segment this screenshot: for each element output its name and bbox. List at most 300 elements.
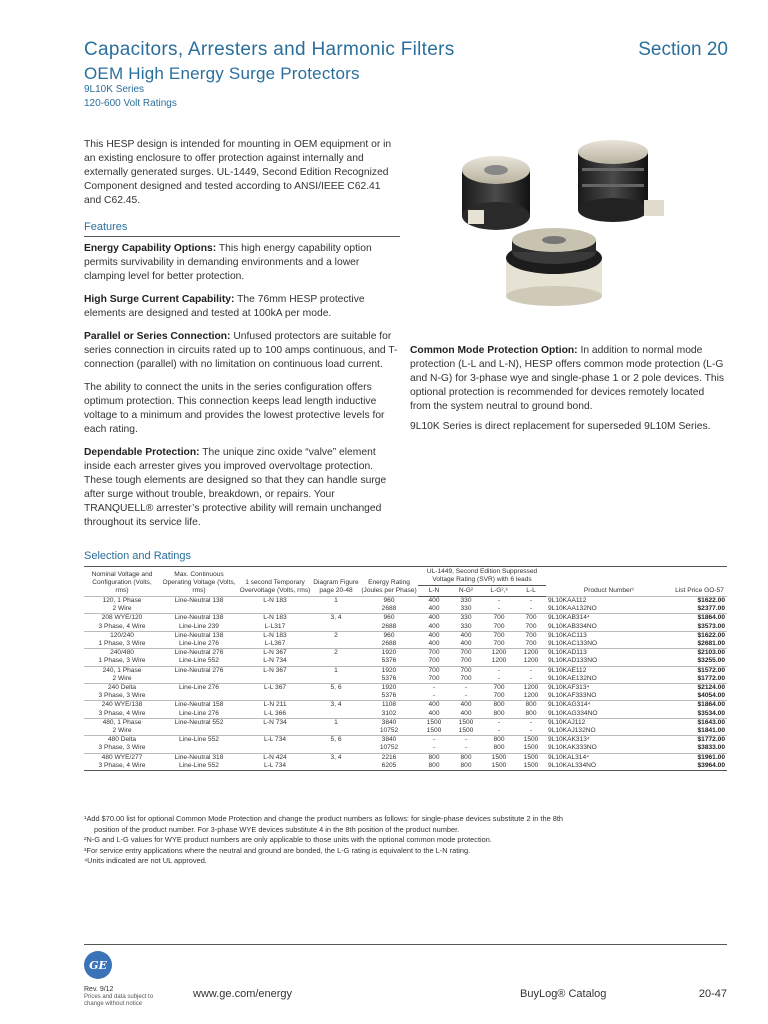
ng-cell: - <box>464 692 468 700</box>
price-cell: $1572.00 <box>672 666 727 675</box>
tov-cell: L-L 734 <box>238 762 312 771</box>
ll-cell: - <box>529 674 533 682</box>
price-cell: $3573.00 <box>697 622 725 630</box>
feature-text: This high energy capability option permits survivability in demanding environments and a lower clamping level for better protection. <box>84 243 372 282</box>
nominal-cell: 2 Wire <box>112 605 132 613</box>
price-cell: $1961.00 <box>672 753 727 762</box>
energy-cell: 6205 <box>360 762 418 771</box>
feature-item <box>84 293 400 321</box>
feature-item <box>84 381 400 437</box>
common-mode-text: In addition to normal mode protection (L-L and L-N), HESP offers common mode protection (L-G and N-G) for 3-phase wye and single-phase 1 or 2 pole devices. This optional protection is recommended for devices remotely located from the system neutral to ground bond. <box>410 345 725 412</box>
mcov-cell: Line-Neutral 318 <box>160 753 238 762</box>
footnote: ¹Add $70.00 list for optional Common Mode Protection and change the product numbers as follows: for single-phase devices substitute 2 in the 8th <box>84 814 564 823</box>
table-row <box>84 675 727 684</box>
tov-cell <box>238 605 312 614</box>
features-list <box>84 242 400 530</box>
lg-cell: - <box>482 718 516 727</box>
mcov-cell: Line-Neutral 138 <box>160 614 238 623</box>
diagram-cell: 2 <box>312 649 360 658</box>
ll-cell: - <box>529 605 533 613</box>
ll-cell: 700 <box>516 631 546 640</box>
table-row <box>84 744 727 753</box>
feature-item <box>84 330 400 372</box>
ln-cell: - <box>432 692 436 700</box>
nominal-cell: 208 WYE/120 <box>84 614 160 623</box>
product-number-cell: 9L10KAL314⁴ <box>546 753 672 762</box>
page-number: 20-47 <box>698 988 727 1000</box>
footnote: ⁴Units indicated are not UL approved. <box>84 856 207 865</box>
lg-cell: 700 <box>493 622 505 630</box>
energy-cell: 2688 <box>381 622 397 630</box>
ng-cell: 330 <box>450 597 482 606</box>
energy-cell: 1920 <box>360 666 418 675</box>
mcov-cell: Line-Neutral 138 <box>160 631 238 640</box>
catalog-label: BuyLog® Catalog <box>520 988 607 1000</box>
selection-table <box>84 566 727 771</box>
product-number-cell: 9L10KAC133NO <box>548 640 598 648</box>
tov-cell: L-N 734 <box>263 657 287 665</box>
col-ln: L-N <box>418 586 450 597</box>
product-number-cell: 9L10KAB314⁴ <box>546 614 672 623</box>
ng-cell: 700 <box>450 649 482 658</box>
price-cell: $1772.00 <box>697 674 725 682</box>
footnote: ²N-G and L-G values for WYE product numbers are only applicable to those units with the optional common mode protection. <box>84 835 492 844</box>
col-ng: N-G² <box>450 586 482 597</box>
product-number-cell: 9L10KAB334NO <box>548 622 597 630</box>
col-energy: Energy Rating (Joules per Phase) <box>361 579 417 594</box>
ln-cell: 700 <box>418 649 450 658</box>
ln-cell: 800 <box>418 762 450 771</box>
price-cell: $2103.00 <box>672 649 727 658</box>
mcov-cell: Line-Line 552 <box>179 657 219 665</box>
energy-cell: 2688 <box>381 605 397 613</box>
table-row <box>84 718 727 727</box>
price-cell: $3833.00 <box>697 744 725 752</box>
page-title: Capacitors, Arresters and Harmonic Filters <box>84 39 455 60</box>
tov-cell: L-N 183 <box>238 597 312 606</box>
nominal-cell: 3 Phase, 3 Wire <box>98 744 146 752</box>
tov-cell <box>238 692 312 701</box>
lg-cell: - <box>497 605 501 613</box>
footer-divider <box>84 944 727 945</box>
product-number-cell: 9L10KAJ112 <box>546 718 672 727</box>
diagram-cell: 1 <box>312 597 360 606</box>
ln-cell: 400 <box>418 614 450 623</box>
lg-cell: - <box>497 674 501 682</box>
lg-cell: 1500 <box>482 753 516 762</box>
product-number-cell: 9L10KAC113 <box>546 631 672 640</box>
price-cell: $3534.00 <box>697 709 725 717</box>
diagram-cell: 5, 6 <box>312 736 360 745</box>
product-number-cell: 9L10KAA112 <box>546 597 672 606</box>
mcov-cell: Line-Line 276 <box>160 684 238 693</box>
tov-cell: L-L 367 <box>238 684 312 693</box>
tov-cell: L-N 211 <box>238 701 312 710</box>
ge-logo <box>84 951 112 979</box>
ln-cell: 400 <box>428 622 440 630</box>
ln-cell: 400 <box>428 605 440 613</box>
footnote: position of the product number. For 3-phase WYE devices substitute 4 in the 8th position of the product number. <box>94 824 460 834</box>
right-column <box>410 344 726 440</box>
tov-cell: L-N 424 <box>238 753 312 762</box>
tov-cell <box>238 675 312 684</box>
ln-cell: 400 <box>418 597 450 606</box>
ln-cell: 700 <box>428 657 440 665</box>
energy-cell: 2216 <box>360 753 418 762</box>
features-heading: Features <box>84 220 400 237</box>
tov-cell: L-N 183 <box>238 614 312 623</box>
price-cell: $1643.00 <box>672 718 727 727</box>
ng-cell: 400 <box>450 631 482 640</box>
product-number-cell: 9L10KAA132NO <box>548 605 597 613</box>
product-number-cell: 9L10KAK313⁴ <box>546 736 672 745</box>
ll-cell: 700 <box>516 614 546 623</box>
energy-cell: 3102 <box>381 709 397 717</box>
product-number-cell: 9L10KAD133NO <box>548 657 598 665</box>
bottom-unit <box>506 228 602 306</box>
table-row <box>84 631 727 640</box>
nominal-cell: 3 Phase, 4 Wire <box>98 709 146 717</box>
selection-table-wrap <box>84 566 727 771</box>
diagram-cell: 3, 4 <box>312 753 360 762</box>
ln-cell: 1500 <box>426 727 442 735</box>
diagram-cell <box>312 640 360 649</box>
nominal-cell: 120, 1 Phase <box>84 597 160 606</box>
price-cell: $1622.00 <box>672 631 727 640</box>
table-row <box>84 736 727 745</box>
nominal-cell: 240 Delta <box>84 684 160 693</box>
ll-cell: - <box>516 718 546 727</box>
feature-label: Energy Capability Options: <box>84 243 217 254</box>
ng-cell: - <box>450 684 482 693</box>
mcov-cell: Line-Neutral 138 <box>160 597 238 606</box>
nominal-cell: 3 Phase, 3 Wire <box>98 692 146 700</box>
mcov-cell: Line-Line 276 <box>179 709 219 717</box>
ll-cell: 1200 <box>516 684 546 693</box>
lg-cell: 700 <box>493 640 505 648</box>
replacement-note: 9L10K Series is direct replacement for superseded 9L10M Series. <box>410 421 711 432</box>
diagram-cell: 1 <box>312 666 360 675</box>
table-row <box>84 623 727 632</box>
energy-cell: 1108 <box>360 701 418 710</box>
energy-cell: 960 <box>360 597 418 606</box>
energy-cell: 10752 <box>379 744 399 752</box>
energy-cell: 3840 <box>360 718 418 727</box>
col-lg: L-G²,³ <box>482 586 516 597</box>
ll-cell: 1500 <box>516 762 546 771</box>
nominal-cell: 1 Phase, 3 Wire <box>98 657 146 665</box>
table-row <box>84 640 727 649</box>
mcov-cell: Line-Neutral 276 <box>160 649 238 658</box>
nominal-cell: 240 WYE/138 <box>84 701 160 710</box>
energy-cell: 5376 <box>381 674 397 682</box>
nominal-cell: 3 Phase, 4 Wire <box>98 622 146 630</box>
feature-label: Dependable Protection: <box>84 447 200 458</box>
diagram-cell <box>312 710 360 719</box>
lg-cell: - <box>482 597 516 606</box>
ll-cell: 1200 <box>516 649 546 658</box>
footer-url[interactable]: www.ge.com/energy <box>193 988 293 1000</box>
ln-cell: 400 <box>418 631 450 640</box>
price-cell: $4054.00 <box>697 692 725 700</box>
lg-cell: 1500 <box>482 762 516 771</box>
ll-cell: - <box>529 727 533 735</box>
surge-protector-photo <box>448 140 678 322</box>
ln-cell: 400 <box>418 701 450 710</box>
ll-cell: 1500 <box>523 744 539 752</box>
energy-cell: 960 <box>360 631 418 640</box>
table-row <box>84 701 727 710</box>
energy-cell: 1920 <box>360 649 418 658</box>
feature-item <box>84 446 400 530</box>
ln-cell: 800 <box>418 753 450 762</box>
feature-text: Unfused protectors are suitable for series connection in circuits rated up to 100 amps continuous, and T-connection (parallel) with no limitation on continuous load current. <box>84 331 398 370</box>
common-mode-paragraph <box>410 344 726 414</box>
tov-cell: L-N 183 <box>238 631 312 640</box>
price-cell: $1841.00 <box>697 727 725 735</box>
diagram-cell <box>312 605 360 614</box>
mcov-cell: Line-Neutral 552 <box>160 718 238 727</box>
col-nominal: Nominal Voltage and Configuration (Volts, rms) <box>91 571 153 594</box>
mcov-cell: Line-Line 552 <box>160 762 238 771</box>
table-row <box>84 762 727 771</box>
ll-cell: 1200 <box>523 657 539 665</box>
left-column <box>84 138 400 539</box>
ln-cell: 400 <box>428 709 440 717</box>
ng-cell: 1500 <box>450 718 482 727</box>
product-number-cell: 9L10KAK333NO <box>548 744 597 752</box>
price-cell: $1864.00 <box>672 614 727 623</box>
diagram-cell <box>312 762 360 771</box>
price-cell: $1864.00 <box>672 701 727 710</box>
product-number-cell: 9L10KAL334NO <box>546 762 672 771</box>
lg-cell: - <box>497 727 501 735</box>
energy-cell: 5376 <box>381 657 397 665</box>
tov-cell: L-L 734 <box>238 736 312 745</box>
nominal-cell: 240/480 <box>84 649 160 658</box>
lg-cell: 700 <box>493 692 505 700</box>
selection-table-body <box>84 597 727 771</box>
ll-cell: 700 <box>525 640 537 648</box>
diagram-cell <box>312 657 360 666</box>
price-cell: $1622.00 <box>672 597 727 606</box>
mcov-cell <box>160 675 238 684</box>
ng-cell: 800 <box>450 753 482 762</box>
product-number-cell: 9L10KAD113 <box>546 649 672 658</box>
nominal-cell: 2 Wire <box>112 674 132 682</box>
price-cell: $3255.00 <box>697 657 725 665</box>
footnote: ³For service entry applications where the neutral and ground are bonded, the L-G rating is equivalent to the L-N rating. <box>84 845 471 855</box>
common-mode-label: Common Mode Protection Option: <box>410 345 578 356</box>
col-product: Product Number¹ <box>583 587 635 594</box>
energy-cell: 5376 <box>381 692 397 700</box>
product-number-cell: 9L10KAG314⁴ <box>546 701 672 710</box>
lg-cell: 800 <box>482 736 516 745</box>
col-price: List Price GO-57 <box>675 587 724 594</box>
tov-cell: L-L 366 <box>263 709 287 717</box>
diagram-cell <box>312 623 360 632</box>
ln-cell: 700 <box>428 674 440 682</box>
mcov-cell: Line-Line 276 <box>179 640 219 648</box>
lg-cell: 1200 <box>491 657 507 665</box>
diagram-cell: 2 <box>312 631 360 640</box>
ln-cell: 400 <box>428 640 440 648</box>
mcov-cell <box>160 727 238 736</box>
revision-note: Prices and data subject to change without notice <box>84 994 154 1007</box>
product-number-cell: 9L10KAG334NO <box>548 709 598 717</box>
top-unit <box>578 140 664 222</box>
diagram-cell <box>312 675 360 684</box>
section-label: Section 20 <box>638 39 728 60</box>
ng-cell: 400 <box>450 701 482 710</box>
diagram-cell: 1 <box>312 718 360 727</box>
product-number-cell: 9L10KAE112 <box>546 666 672 675</box>
feature-text: The ability to connect the units in the series configuration offers optimum protection. This connection keeps lead length inductive voltage to a minimum and provides the lowest protective levels for each rating. <box>84 382 385 435</box>
ln-cell: - <box>418 684 450 693</box>
tov-cell: L-N 367 <box>238 649 312 658</box>
nominal-cell: 480 Delta <box>84 736 160 745</box>
ll-cell: 1200 <box>523 692 539 700</box>
lg-cell: 700 <box>482 631 516 640</box>
energy-cell: 960 <box>360 614 418 623</box>
col-svr: UL-1449, Second Edition Suppressed Voltage Rating (SVR) with 6 leads <box>418 567 546 586</box>
energy-cell: 10752 <box>379 727 399 735</box>
col-mcov: Max. Continuous Operating Voltage (Volts, rms) <box>162 571 236 594</box>
ng-cell: - <box>464 744 468 752</box>
ng-cell: 400 <box>460 709 472 717</box>
energy-cell: 2688 <box>381 640 397 648</box>
table-row <box>84 666 727 675</box>
price-cell: $3964.00 <box>672 762 727 771</box>
mcov-cell <box>160 692 238 701</box>
col-ll: L-L <box>516 586 546 597</box>
ll-cell: 800 <box>525 709 537 717</box>
price-cell: $1772.00 <box>672 736 727 745</box>
mcov-cell <box>160 605 238 614</box>
feature-label: High Surge Current Capability: <box>84 294 235 305</box>
mcov-cell: Line-Neutral 276 <box>160 666 238 675</box>
intro-paragraph: This HESP design is intended for mounting in OEM equipment or in an existing enclosure to offer protection against internally and externally generated surges. UL-1449, Second Edition Recognized Component designed and tested according to ANSI/IEEE C62.41 and C62.45. <box>84 139 392 206</box>
ng-cell: 700 <box>450 666 482 675</box>
ng-cell: 330 <box>450 614 482 623</box>
lg-cell: 800 <box>482 701 516 710</box>
nominal-cell: 480 WYE/277 <box>84 753 160 762</box>
mcov-cell: Line-Line 239 <box>179 622 219 630</box>
ng-cell: - <box>450 736 482 745</box>
diagram-cell <box>312 692 360 701</box>
product-number-cell: 9L10KAE132NO <box>548 674 597 682</box>
page-subtitle: OEM High Energy Surge Protectors <box>84 64 360 83</box>
nominal-cell: 3 Phase, 4 Wire <box>84 762 160 771</box>
ratings-label: 120-600 Volt Ratings <box>84 98 177 109</box>
table-row <box>84 692 727 701</box>
tov-cell: L-L317 <box>264 622 286 630</box>
ll-cell: 1500 <box>516 736 546 745</box>
mcov-cell <box>160 744 238 753</box>
col-diagram: Diagram Figure page 20-48 <box>313 579 359 594</box>
nominal-cell: 480, 1 Phase <box>84 718 160 727</box>
table-row <box>84 649 727 658</box>
lg-cell: - <box>482 666 516 675</box>
price-cell: $2377.00 <box>697 605 725 613</box>
nominal-cell: 1 Phase, 3 Wire <box>98 640 146 648</box>
tov-cell: L-L367 <box>264 640 286 648</box>
col-tov: 1 second Temporary Overvoltage (Volts, rms) <box>239 579 311 594</box>
ng-cell: 330 <box>460 622 472 630</box>
product-number-cell: 9L10KAJ132NO <box>548 727 596 735</box>
revision-label: Rev. 9/12 <box>84 986 114 993</box>
energy-cell: 1920 <box>360 684 418 693</box>
selection-heading: Selection and Ratings <box>84 550 192 562</box>
lg-cell: 1200 <box>482 649 516 658</box>
table-row <box>84 657 727 666</box>
tov-cell <box>238 727 312 736</box>
nominal-cell: 2 Wire <box>112 727 132 735</box>
ng-cell: 700 <box>460 657 472 665</box>
ng-cell: 400 <box>460 640 472 648</box>
table-row <box>84 753 727 762</box>
series-label: 9L10K Series <box>84 84 145 95</box>
diagram-cell: 3, 4 <box>312 614 360 623</box>
ng-cell: 700 <box>460 674 472 682</box>
mcov-cell: Line-Neutral 158 <box>160 701 238 710</box>
diagram-cell: 5, 6 <box>312 684 360 693</box>
table-row <box>84 684 727 693</box>
table-row <box>84 597 727 606</box>
feature-text: The unique zinc oxide “valve” element inside each arrester gives you improved overvoltage protection. These tough elements are designed so that they can handle surge after surge without trouble, breakdown, or repairs. Your TRANQUELL® arrester’s protective ability will remain unchanged throughout its service life. <box>84 447 387 528</box>
tov-cell <box>238 744 312 753</box>
lg-cell: 800 <box>493 744 505 752</box>
table-row <box>84 727 727 736</box>
product-number-cell: 9L10KAF333NO <box>548 692 597 700</box>
lg-cell: 700 <box>482 684 516 693</box>
left-unit <box>462 156 530 230</box>
ng-cell: 1500 <box>458 727 474 735</box>
ll-cell: - <box>516 597 546 606</box>
ln-cell: 1500 <box>418 718 450 727</box>
feature-label: Parallel or Series Connection: <box>84 331 231 342</box>
ll-cell: 800 <box>516 701 546 710</box>
ln-cell: - <box>418 736 450 745</box>
table-row <box>84 710 727 719</box>
table-row <box>84 605 727 614</box>
feature-item <box>84 242 400 284</box>
footnotes <box>84 814 684 867</box>
tov-cell: L-N 367 <box>238 666 312 675</box>
price-cell: $2681.00 <box>697 640 725 648</box>
ln-cell: - <box>432 744 436 752</box>
product-number-cell: 9L10KAF313⁴ <box>546 684 672 693</box>
ng-cell: 800 <box>450 762 482 771</box>
ll-cell: - <box>516 666 546 675</box>
diagram-cell: 3, 4 <box>312 701 360 710</box>
feature-text: The 76mm HESP protective elements are designed and tested at 100kA per mode. <box>84 294 365 319</box>
energy-cell: 3840 <box>360 736 418 745</box>
lg-cell: 800 <box>493 709 505 717</box>
lg-cell: 700 <box>482 614 516 623</box>
diagram-cell <box>312 744 360 753</box>
ln-cell: 700 <box>418 666 450 675</box>
nominal-cell: 120/240 <box>84 631 160 640</box>
ll-cell: 1500 <box>516 753 546 762</box>
tov-cell: L-N 734 <box>238 718 312 727</box>
price-cell: $2124.00 <box>672 684 727 693</box>
diagram-cell <box>312 727 360 736</box>
nominal-cell: 240, 1 Phase <box>84 666 160 675</box>
table-row <box>84 614 727 623</box>
ll-cell: 700 <box>525 622 537 630</box>
mcov-cell: Line-Line 552 <box>160 736 238 745</box>
